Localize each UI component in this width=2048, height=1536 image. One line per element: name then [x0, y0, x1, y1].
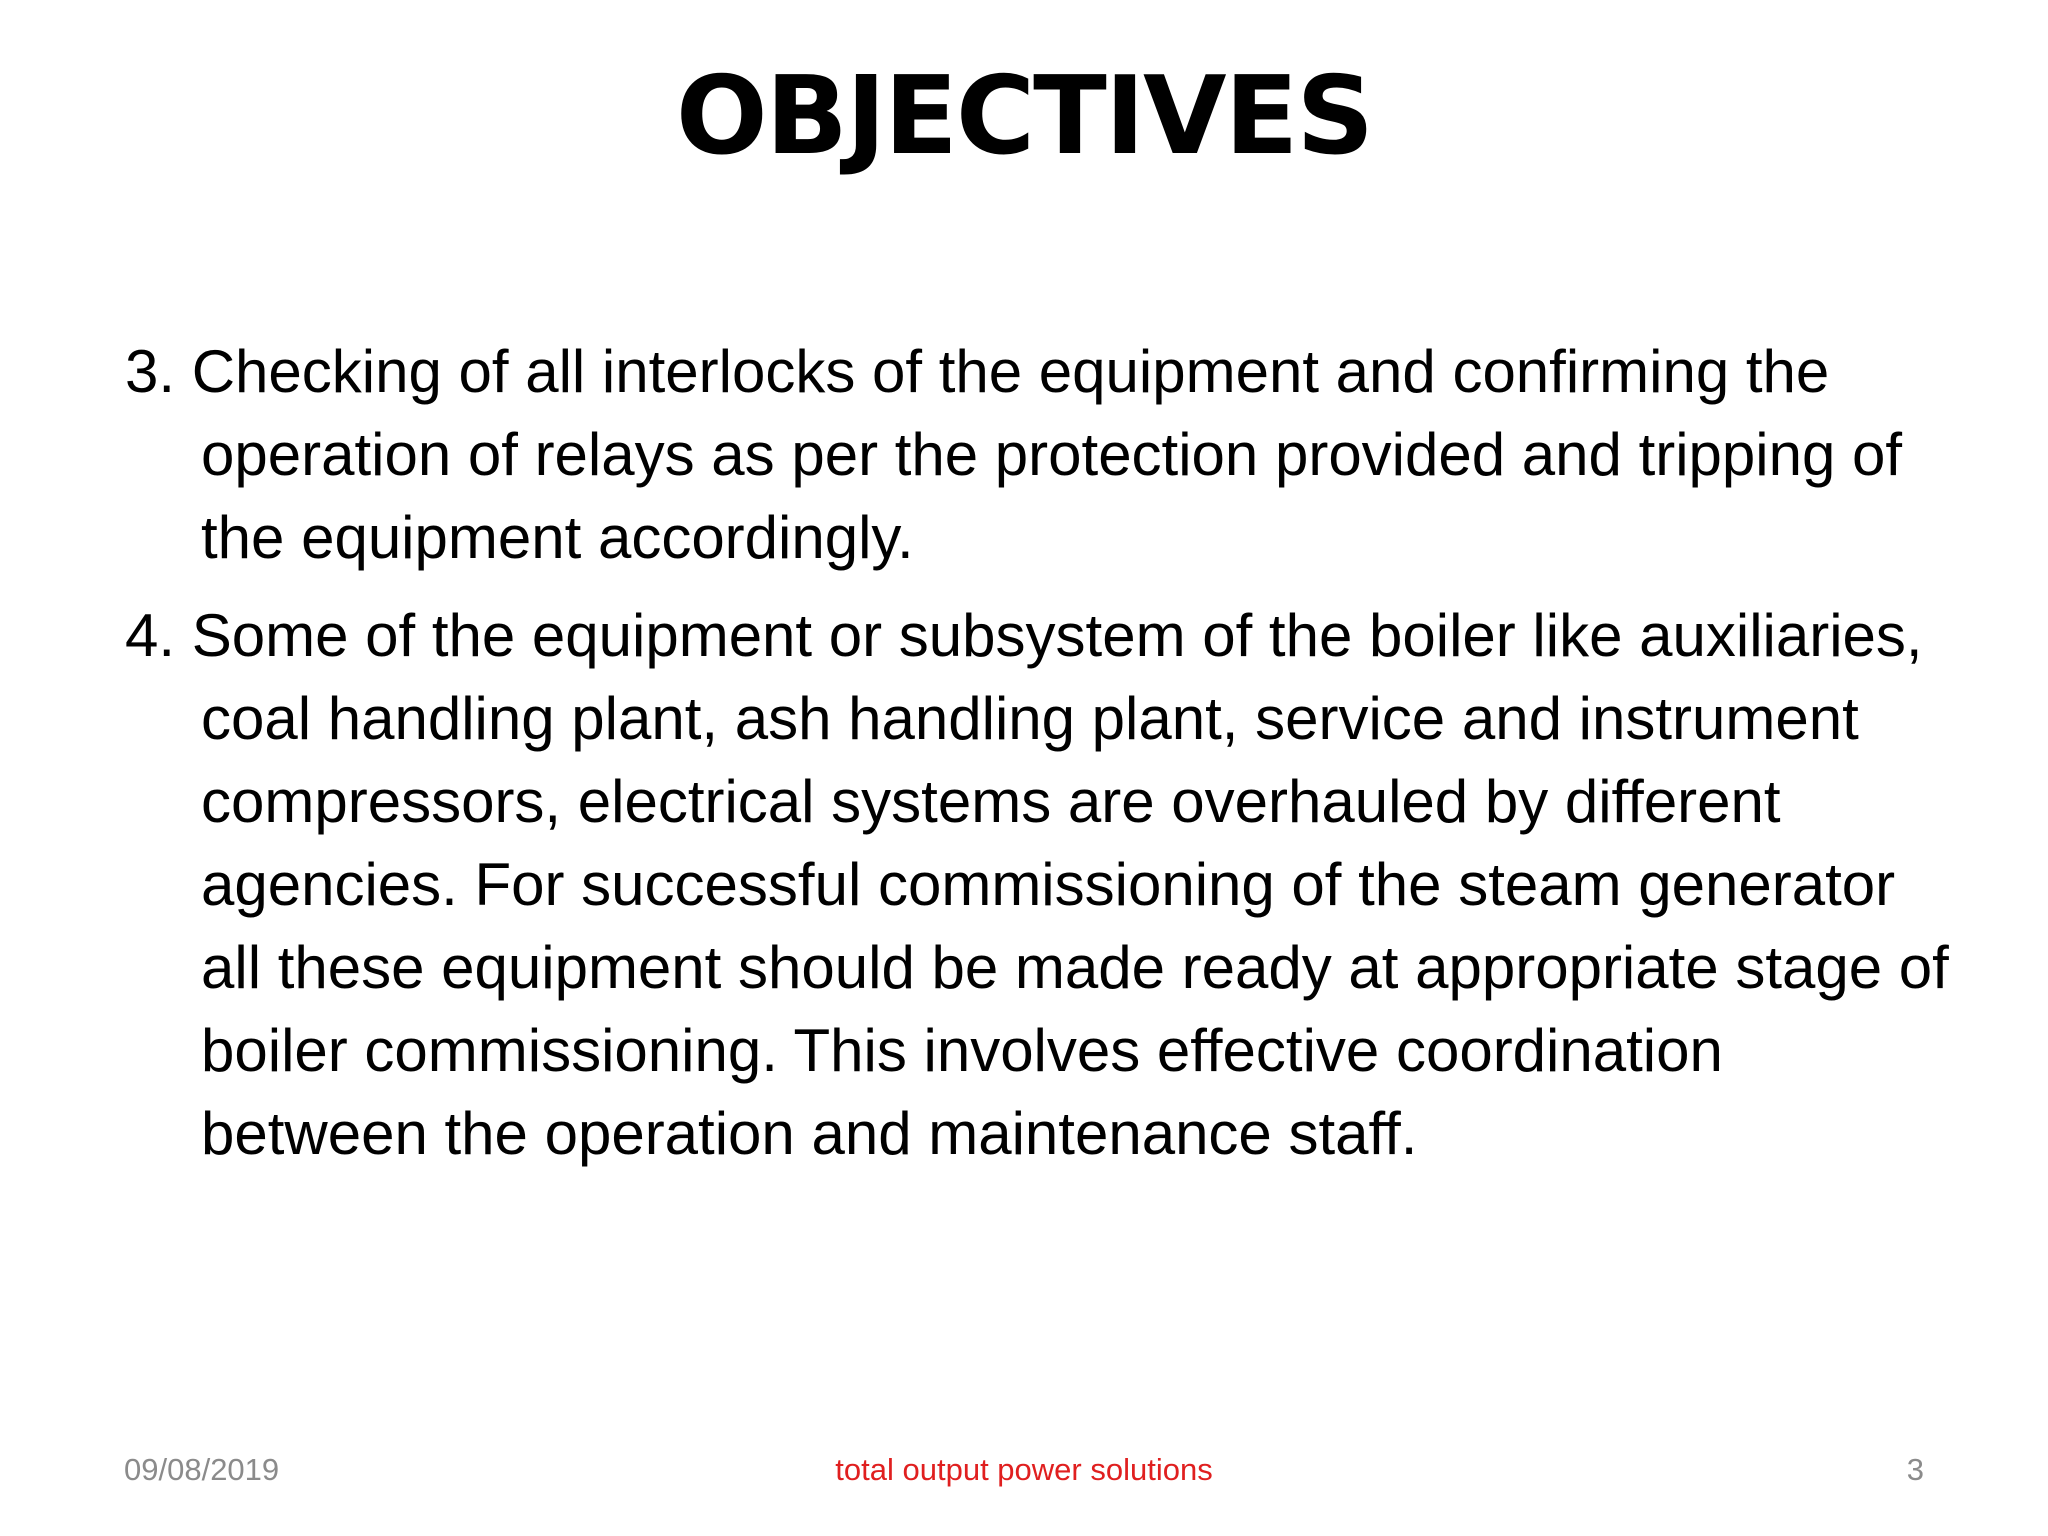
slide-number: 3 [1906, 1452, 1924, 1487]
list-item: 4. Some of the equipment or subsystem of the boiler like auxiliaries, coal handling plant, ash handling plant, service and instrument compressors, electrical systems are overhauled by different agencies. For successful commissioning of the steam generator all these equipment should be made ready at appropriate stage of boiler commissioning. This involves effective coordination between the operation and maintenance staff. [125, 602, 1949, 1167]
slide-title: OBJECTIVES [675, 54, 1373, 179]
list-item: 3. Checking of all interlocks of the equipment and confirming the operation of relays as per the protection provided and tripping of the equipment accordingly. [125, 338, 1903, 571]
footer-date: 09/08/2019 [124, 1452, 280, 1487]
objectives-list [125, 330, 1955, 1175]
footer-company: total output power solutions [835, 1452, 1213, 1487]
